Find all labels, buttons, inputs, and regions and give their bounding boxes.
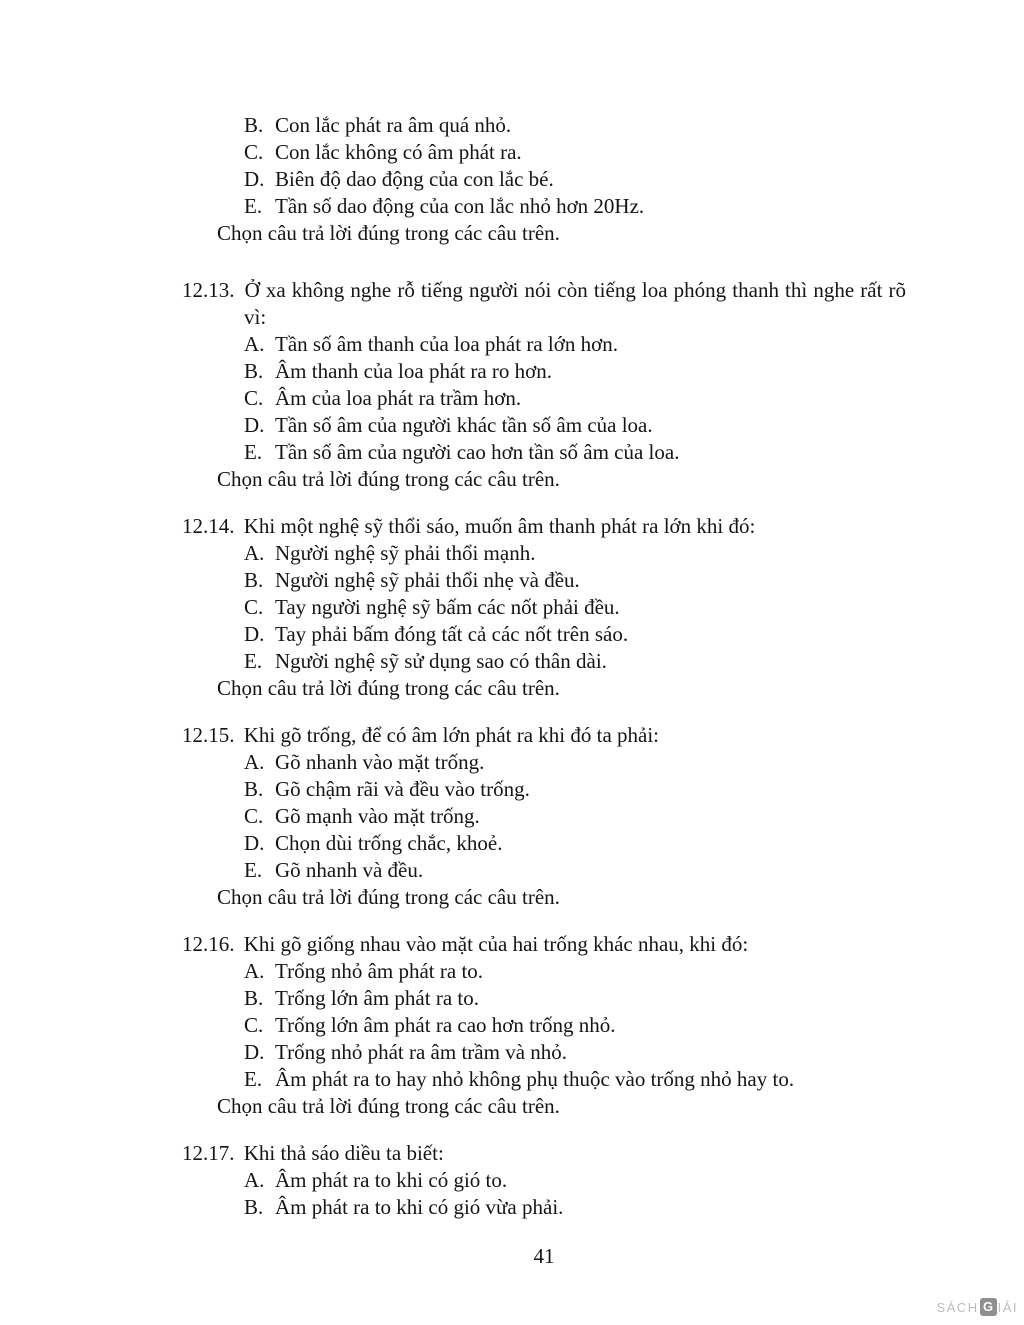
option-text: Gõ nhanh và đều.	[275, 858, 424, 882]
question-number: 12.17.	[182, 1141, 235, 1165]
option-text: Con lắc phát ra âm quá nhỏ.	[275, 113, 512, 137]
option-label: D.	[244, 413, 265, 437]
question-head	[182, 513, 906, 540]
option-row	[182, 1194, 906, 1221]
watermark-logo-icon: G	[980, 1298, 997, 1316]
option-label: D.	[244, 831, 265, 855]
question-12-14	[182, 513, 906, 702]
option-row	[182, 830, 906, 857]
option-label: B.	[244, 359, 264, 383]
option-text: Âm của loa phát ra trầm hơn.	[275, 386, 522, 410]
option-label: E.	[244, 1067, 263, 1091]
option-label: D.	[244, 1040, 265, 1064]
question-head	[182, 722, 906, 749]
option-text: Âm phát ra to khi có gió vừa phải.	[275, 1195, 564, 1219]
watermark-text-prefix: SÁCH	[936, 1299, 979, 1315]
option-row	[182, 385, 906, 412]
option-text: Âm phát ra to khi có gió to.	[275, 1168, 508, 1192]
option-label: C.	[244, 804, 264, 828]
question-head	[182, 931, 906, 958]
option-text: Gõ chậm rãi và đều vào trống.	[275, 777, 530, 801]
option-row	[182, 112, 906, 139]
watermark-text-suffix: IẢI	[997, 1299, 1018, 1315]
option-label: D.	[244, 167, 265, 191]
watermark	[936, 1298, 1018, 1316]
option-row	[182, 412, 906, 439]
option-text: Tay phải bấm đóng tất cả các nốt trên sáo.	[275, 622, 629, 646]
option-text: Gõ nhanh vào mặt trống.	[275, 750, 485, 774]
option-row	[182, 594, 906, 621]
option-label: E.	[244, 649, 263, 673]
option-text: Trống lớn âm phát ra cao hơn trống nhỏ.	[275, 1013, 616, 1037]
option-label: C.	[244, 595, 264, 619]
option-label: B.	[244, 113, 264, 137]
option-row	[182, 540, 906, 567]
option-text: Con lắc không có âm phát ra.	[275, 140, 522, 164]
option-label: D.	[244, 622, 265, 646]
question-12-13	[182, 277, 906, 493]
option-row	[182, 1066, 906, 1093]
question-number: 12.14.	[182, 514, 235, 538]
question-12-16	[182, 931, 906, 1120]
option-row	[182, 776, 906, 803]
option-row	[182, 1039, 906, 1066]
option-row	[182, 958, 906, 985]
question-stem: Ở xa không nghe rỗ tiếng người nói còn tiếng loa phóng thanh thì nghe rất rõ vì:	[244, 278, 906, 329]
option-text: Người nghệ sỹ phải thổi mạnh.	[275, 541, 536, 565]
page-number: 41	[533, 1244, 555, 1268]
option-label: C.	[244, 386, 264, 410]
option-label: B.	[244, 1195, 264, 1219]
option-row	[182, 139, 906, 166]
question-number: 12.16.	[182, 932, 235, 956]
option-label: C.	[244, 140, 264, 164]
option-row	[182, 331, 906, 358]
question-stem: Khi một nghệ sỹ thổi sáo, muốn âm thanh phát ra lớn khi đó:	[243, 514, 756, 538]
option-text: Âm thanh của loa phát ra ro hơn.	[275, 359, 553, 383]
option-row	[182, 648, 906, 675]
option-text: Người nghệ sỹ sử dụng sao có thân dài.	[275, 649, 607, 673]
question-head	[182, 277, 906, 331]
option-text: Tần số âm của người khác tần số âm của loa.	[275, 413, 653, 437]
option-row	[182, 803, 906, 830]
question-footer: Chọn câu trả lời đúng trong các câu trên.	[217, 1094, 560, 1118]
option-label: A.	[244, 959, 265, 983]
option-label: A.	[244, 332, 265, 356]
question-footer: Chọn câu trả lời đúng trong các câu trên.	[217, 467, 560, 491]
question-footer: Chọn câu trả lời đúng trong các câu trên.	[217, 221, 560, 245]
option-row	[182, 1012, 906, 1039]
option-label: A.	[244, 1168, 265, 1192]
option-label: C.	[244, 1013, 264, 1037]
question-12-15	[182, 722, 906, 911]
option-label: E.	[244, 194, 263, 218]
question-stem: Khi gõ giống nhau vào mặt của hai trống khác nhau, khi đó:	[243, 932, 749, 956]
option-label: E.	[244, 440, 263, 464]
question-stem: Khi thả sáo diều ta biết:	[243, 1141, 444, 1165]
question-number: 12.15.	[182, 723, 235, 747]
option-label: A.	[244, 541, 265, 565]
option-row	[182, 193, 906, 220]
option-row	[182, 621, 906, 648]
question-partial	[182, 112, 906, 247]
option-text: Trống nhỏ phát ra âm trầm và nhỏ.	[275, 1040, 568, 1064]
question-footer: Chọn câu trả lời đúng trong các câu trên.	[217, 676, 560, 700]
option-text: Âm phát ra to hay nhỏ không phụ thuộc vào trống nhỏ hay to.	[275, 1067, 795, 1091]
option-row	[182, 439, 906, 466]
option-row	[182, 749, 906, 776]
option-label: B.	[244, 986, 264, 1010]
option-text: Tần số âm thanh của loa phát ra lớn hơn.	[275, 332, 618, 356]
option-row	[182, 1167, 906, 1194]
option-row	[182, 166, 906, 193]
option-text: Tần số dao động của con lắc nhỏ hơn 20Hz.	[275, 194, 645, 218]
option-text: Chọn dùi trống chắc, khoẻ.	[275, 831, 503, 855]
option-text: Biên độ dao động của con lắc bé.	[275, 167, 554, 191]
questions-block	[182, 112, 906, 1270]
option-text: Tay người nghệ sỹ bấm các nốt phải đều.	[275, 595, 620, 619]
option-row	[182, 857, 906, 884]
option-row	[182, 358, 906, 385]
option-label: B.	[244, 777, 264, 801]
question-head	[182, 1140, 906, 1167]
question-number: 12.13.	[182, 278, 235, 302]
option-label: A.	[244, 750, 265, 774]
option-row	[182, 567, 906, 594]
option-text: Gõ mạnh vào mặt trống.	[275, 804, 480, 828]
question-stem: Khi gõ trống, để có âm lớn phát ra khi đó ta phải:	[243, 723, 660, 747]
question-12-17	[182, 1140, 906, 1221]
option-text: Trống lớn âm phát ra to.	[275, 986, 479, 1010]
option-label: B.	[244, 568, 264, 592]
option-label: E.	[244, 858, 263, 882]
option-text: Trống nhỏ âm phát ra to.	[275, 959, 484, 983]
question-footer: Chọn câu trả lời đúng trong các câu trên.	[217, 885, 560, 909]
option-text: Tần số âm của người cao hơn tần số âm của loa.	[275, 440, 680, 464]
option-row	[182, 985, 906, 1012]
option-text: Người nghệ sỹ phải thổi nhẹ và đều.	[275, 568, 580, 592]
